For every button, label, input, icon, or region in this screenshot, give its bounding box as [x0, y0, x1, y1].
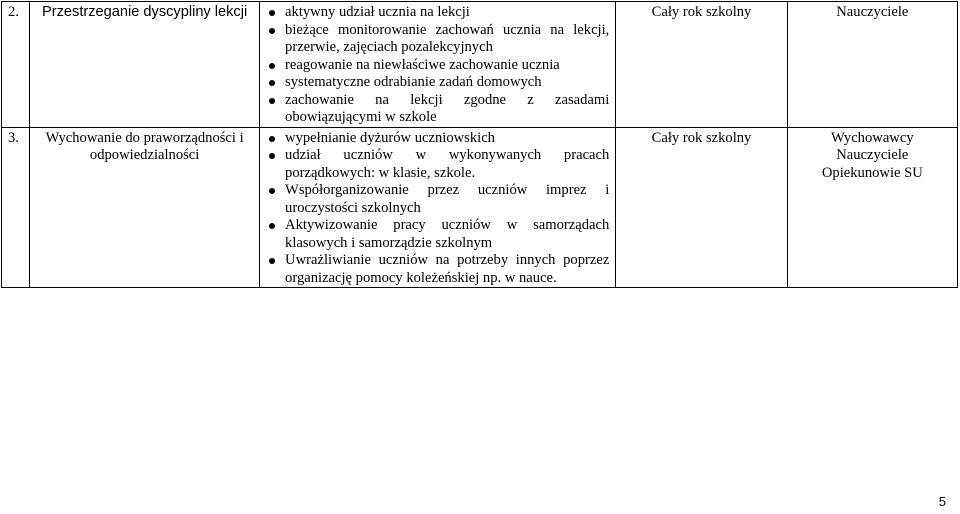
bullet-icon: [269, 188, 275, 194]
area-cell: [30, 2, 260, 128]
list-item: [260, 22, 609, 57]
bullet-icon: [269, 258, 275, 264]
plan-table: [1, 1, 958, 288]
bullet-icon: [269, 136, 275, 142]
list-item: [260, 74, 609, 92]
table-row: [2, 2, 958, 128]
task-list: [260, 4, 609, 127]
list-item: [260, 92, 609, 127]
task-text: Współorganizowanie przez uczniów imprez i uroczystości szkolnych: [285, 182, 610, 216]
table-row: [2, 127, 958, 288]
task-text: Aktywizowanie pracy uczniów w samorządach klasowych i samorządzie szkolnym: [285, 217, 610, 251]
area-title: Przestrzeganie dyscypliny lekcji: [42, 4, 248, 20]
row-number: 2.: [2, 2, 30, 128]
task-text: aktywny udział ucznia na lekcji: [285, 4, 470, 20]
task-text: udział uczniów w wykonywanych pracach porządkowych: w klasie, szkole.: [285, 147, 610, 181]
responsible-name: Wychowawcy: [831, 129, 914, 146]
row-number: 3.: [2, 127, 30, 288]
task-text: systematyczne odrabianie zadań domowych: [285, 74, 542, 90]
bullet-icon: [269, 28, 275, 34]
list-item: [260, 217, 609, 252]
area-cell: [30, 127, 260, 288]
when-cell: Cały rok szkolny: [616, 2, 787, 128]
bullet-icon: [269, 153, 275, 159]
task-list: [260, 130, 609, 288]
bullet-icon: [269, 63, 275, 69]
task-text: bieżące monitorowanie zachowań ucznia na lekcji, przerwie, zajęciach pozalekcyjnych: [285, 21, 610, 55]
bullet-icon: [269, 10, 275, 16]
area-title: Wychowanie do praworządności i odpowiedzialności: [45, 129, 244, 163]
when-cell: Cały rok szkolny: [616, 127, 787, 288]
responsible-cell: [787, 2, 957, 128]
list-item: [260, 182, 609, 217]
bullet-icon: [269, 98, 275, 104]
tasks-cell: [260, 2, 616, 128]
list-item: [260, 147, 609, 182]
task-text: wypełnianie dyżurów uczniowskich: [285, 129, 495, 146]
task-text: zachowanie na lekcji zgodne z zasadami obowiązującymi w szkole: [285, 91, 610, 125]
page-number: 5: [938, 494, 946, 509]
responsible-name: Nauczyciele: [836, 4, 909, 20]
list-item: [260, 4, 609, 22]
responsible-name: Opiekunowie SU: [821, 164, 923, 181]
task-text: Uwrażliwianie uczniów na potrzeby innych poprzez organizację pomocy koleżeńskiej np. w nauce.: [285, 252, 610, 286]
tasks-cell: [260, 127, 616, 288]
list-item: [260, 130, 609, 148]
bullet-icon: [269, 223, 275, 229]
list-item: [260, 57, 609, 75]
task-text: reagowanie na niewłaściwe zachowanie ucznia: [285, 56, 560, 73]
responsible-cell: [787, 127, 957, 288]
list-item: [260, 252, 609, 287]
bullet-icon: [269, 80, 275, 86]
responsible-name: Nauczyciele: [836, 147, 909, 163]
